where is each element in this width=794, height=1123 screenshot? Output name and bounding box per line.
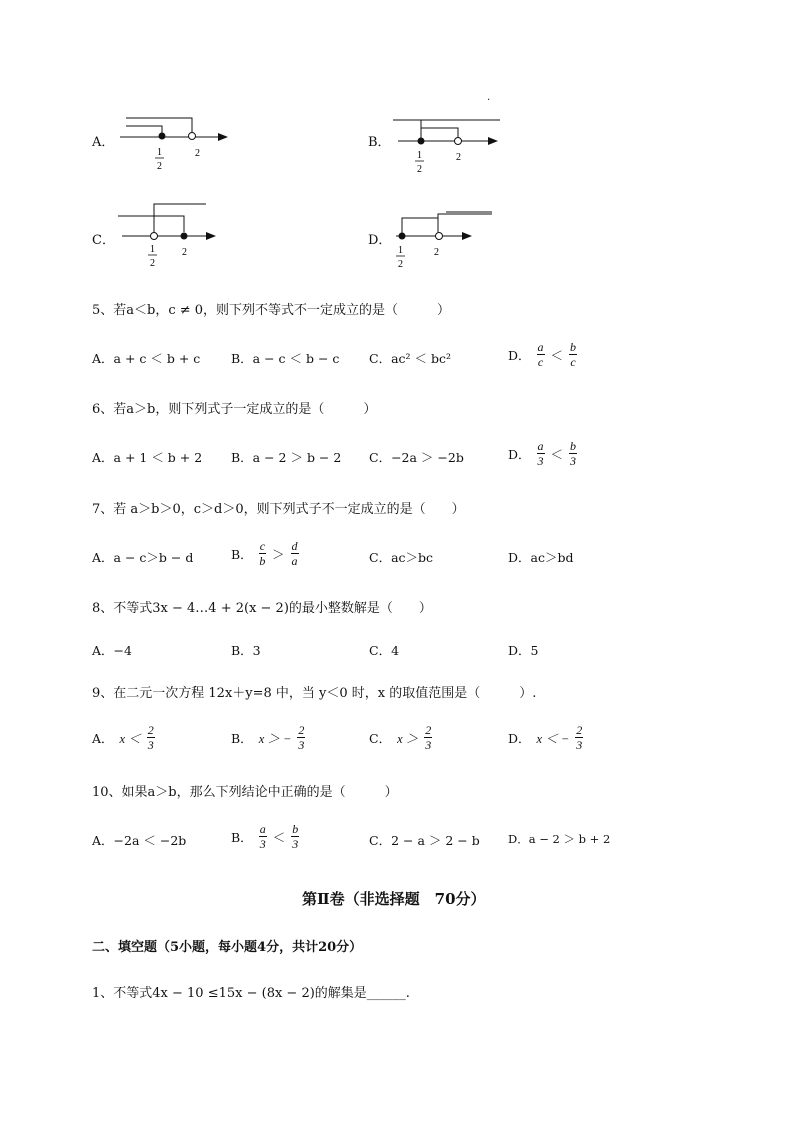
fraction: $\frac{2}{3}$ xyxy=(425,723,432,752)
q4-option-a-label: A． xyxy=(92,135,115,150)
q9-option-a-label: A． xyxy=(92,730,114,746)
q10-option-a[interactable] xyxy=(92,831,186,849)
q9-option-b-lhs: x ＞ − xyxy=(258,731,292,746)
q6-stem: 6、若a＞b，则下列式子一定成立的是（ ） xyxy=(92,402,377,417)
q5-option-d-label: D． xyxy=(508,347,531,363)
q8-stem: 8、不等式3x − 4…4 + 2(x − 2)的最小整数解是（ ） xyxy=(92,601,432,616)
tick-two: 2 xyxy=(434,247,439,258)
tick-half-num: 1 xyxy=(157,147,162,158)
tick-half-den: 2 xyxy=(417,164,422,175)
operator: ＜ xyxy=(550,446,564,462)
stray-dot: . xyxy=(487,92,491,103)
q4-option-a-numberline xyxy=(112,110,242,175)
fraction: $\frac{b}{3}$ xyxy=(570,439,577,468)
fraction: $\frac{a}{c}$ xyxy=(537,340,544,369)
tick-half-den: 2 xyxy=(398,259,403,270)
fill-blank-q1: 1、不等式4x − 10 ≤15x − (8x − 2)的解集是______. xyxy=(92,986,410,1001)
q8-option-b[interactable] xyxy=(231,641,261,659)
q9-stem: 9、在二元一次方程 12x＋y=8 中，当 y＜0 时，x 的取值范围是（ ）. xyxy=(92,686,537,701)
q10-option-c-text: C．2 − a ＞ 2 − b xyxy=(369,833,480,848)
q10-option-a-text: A．−2a ＜ −2b xyxy=(92,833,187,848)
q5-option-d[interactable] xyxy=(508,341,577,368)
q10-option-b[interactable] xyxy=(231,823,299,850)
q5-option-a-text: A．a + c ＜ b + c xyxy=(92,351,201,366)
fraction: $\frac{b}{c}$ xyxy=(570,340,577,369)
fill-blank-section-heading: 二、填空题（5小题，每小题4分，共计20分） xyxy=(92,940,363,955)
q6-option-d-label: D． xyxy=(508,446,531,462)
fraction: $\frac{2}{3}$ xyxy=(147,723,154,752)
q9-option-b[interactable] xyxy=(231,724,305,751)
q5-option-c[interactable] xyxy=(369,349,451,367)
fraction: $\frac{b}{3}$ xyxy=(292,822,299,851)
q4-option-d-label: D． xyxy=(368,233,392,248)
q10-option-d[interactable] xyxy=(508,831,610,847)
fraction: $\frac{c}{b}$ xyxy=(259,539,266,568)
q7-option-a-text: A．a − c＞b − d xyxy=(92,550,194,565)
fraction: $\frac{a}{3}$ xyxy=(537,439,544,468)
q7-option-c-text: C．ac＞bc xyxy=(369,550,434,565)
q8-option-c-text: C．4 xyxy=(369,643,400,658)
tick-two: 2 xyxy=(182,247,187,258)
tick-two: 2 xyxy=(195,148,200,159)
fraction: $\frac{2}{3}$ xyxy=(576,723,583,752)
tick-half-den: 2 xyxy=(150,258,155,269)
q8-option-d-text: D．5 xyxy=(508,643,539,658)
q6-option-a[interactable] xyxy=(92,448,202,466)
operator: ＜ xyxy=(550,347,564,363)
q4-option-b-numberline xyxy=(388,110,518,175)
q6-option-a-text: A．a + 1 ＜ b + 2 xyxy=(92,450,203,465)
q10-option-d-text: D．a − 2 ＞ b + 2 xyxy=(508,832,611,846)
q7-option-b-label: B． xyxy=(231,546,253,562)
q7-option-d-text: D．ac＞bd xyxy=(508,550,574,565)
q9-option-c-label: C． xyxy=(369,730,392,746)
q6-option-c[interactable] xyxy=(369,448,464,466)
q10-stem: 10、如果a＞b，那么下列结论中正确的是（ ） xyxy=(92,785,398,800)
q7-stem: 7、若 a＞b＞0，c＞d＞0，则下列式子不一定成立的是（ ） xyxy=(92,502,465,517)
q4-option-c-label: C． xyxy=(92,233,115,248)
tick-half-num: 1 xyxy=(150,244,155,255)
q7-option-b[interactable] xyxy=(231,540,299,567)
q5-stem: 5、若a＜b，c ≠ 0，则下列不等式不一定成立的是（ ） xyxy=(92,303,451,318)
q5-option-b[interactable] xyxy=(231,349,339,367)
q8-option-a-text: A．−4 xyxy=(92,643,132,658)
q9-option-a-lhs: x ＜ xyxy=(119,731,141,746)
q6-option-b-text: B．a − 2 ＞ b − 2 xyxy=(231,450,342,465)
q5-option-c-text: C．ac² ＜ bc² xyxy=(369,351,451,366)
q6-option-b[interactable] xyxy=(231,448,341,466)
q9-option-a[interactable] xyxy=(92,724,155,751)
tick-half-num: 1 xyxy=(398,245,403,256)
q9-option-d[interactable] xyxy=(508,724,583,751)
q7-option-a[interactable] xyxy=(92,548,193,566)
fraction: $\frac{a}{3}$ xyxy=(259,822,266,851)
tick-half-num: 1 xyxy=(417,150,422,161)
q6-option-c-text: C．−2a ＞ −2b xyxy=(369,450,464,465)
q4-option-c-numberline xyxy=(112,198,242,273)
q4-option-b-label: B． xyxy=(368,135,391,150)
fraction: $\frac{2}{3}$ xyxy=(298,723,305,752)
q5-option-b-text: B．a − c ＜ b − c xyxy=(231,351,340,366)
q8-option-d[interactable] xyxy=(508,641,538,659)
tick-two: 2 xyxy=(456,152,461,163)
part2-title: 第Ⅱ卷（非选择题 70分） xyxy=(302,890,486,908)
tick-half-den: 2 xyxy=(157,161,162,172)
q9-option-c-lhs: x ＞ xyxy=(397,731,419,746)
q4-option-d-numberline xyxy=(388,198,518,273)
q10-option-b-label: B． xyxy=(231,829,253,845)
operator: ＜ xyxy=(272,829,286,845)
q9-option-b-label: B． xyxy=(231,730,253,746)
q10-option-c[interactable] xyxy=(369,831,480,849)
operator: ＞ xyxy=(272,546,285,562)
fraction: $\frac{d}{a}$ xyxy=(291,539,298,568)
q6-option-d[interactable] xyxy=(508,440,577,467)
q9-option-d-label: D． xyxy=(508,730,531,746)
q9-option-c[interactable] xyxy=(369,724,432,751)
q9-option-d-lhs: x ＜ − xyxy=(536,731,570,746)
q8-option-a[interactable] xyxy=(92,641,132,659)
q7-option-c[interactable] xyxy=(369,548,433,566)
q5-option-a[interactable] xyxy=(92,349,200,367)
q8-option-c[interactable] xyxy=(369,641,399,659)
q7-option-d[interactable] xyxy=(508,548,573,566)
q8-option-b-text: B．3 xyxy=(231,643,261,658)
